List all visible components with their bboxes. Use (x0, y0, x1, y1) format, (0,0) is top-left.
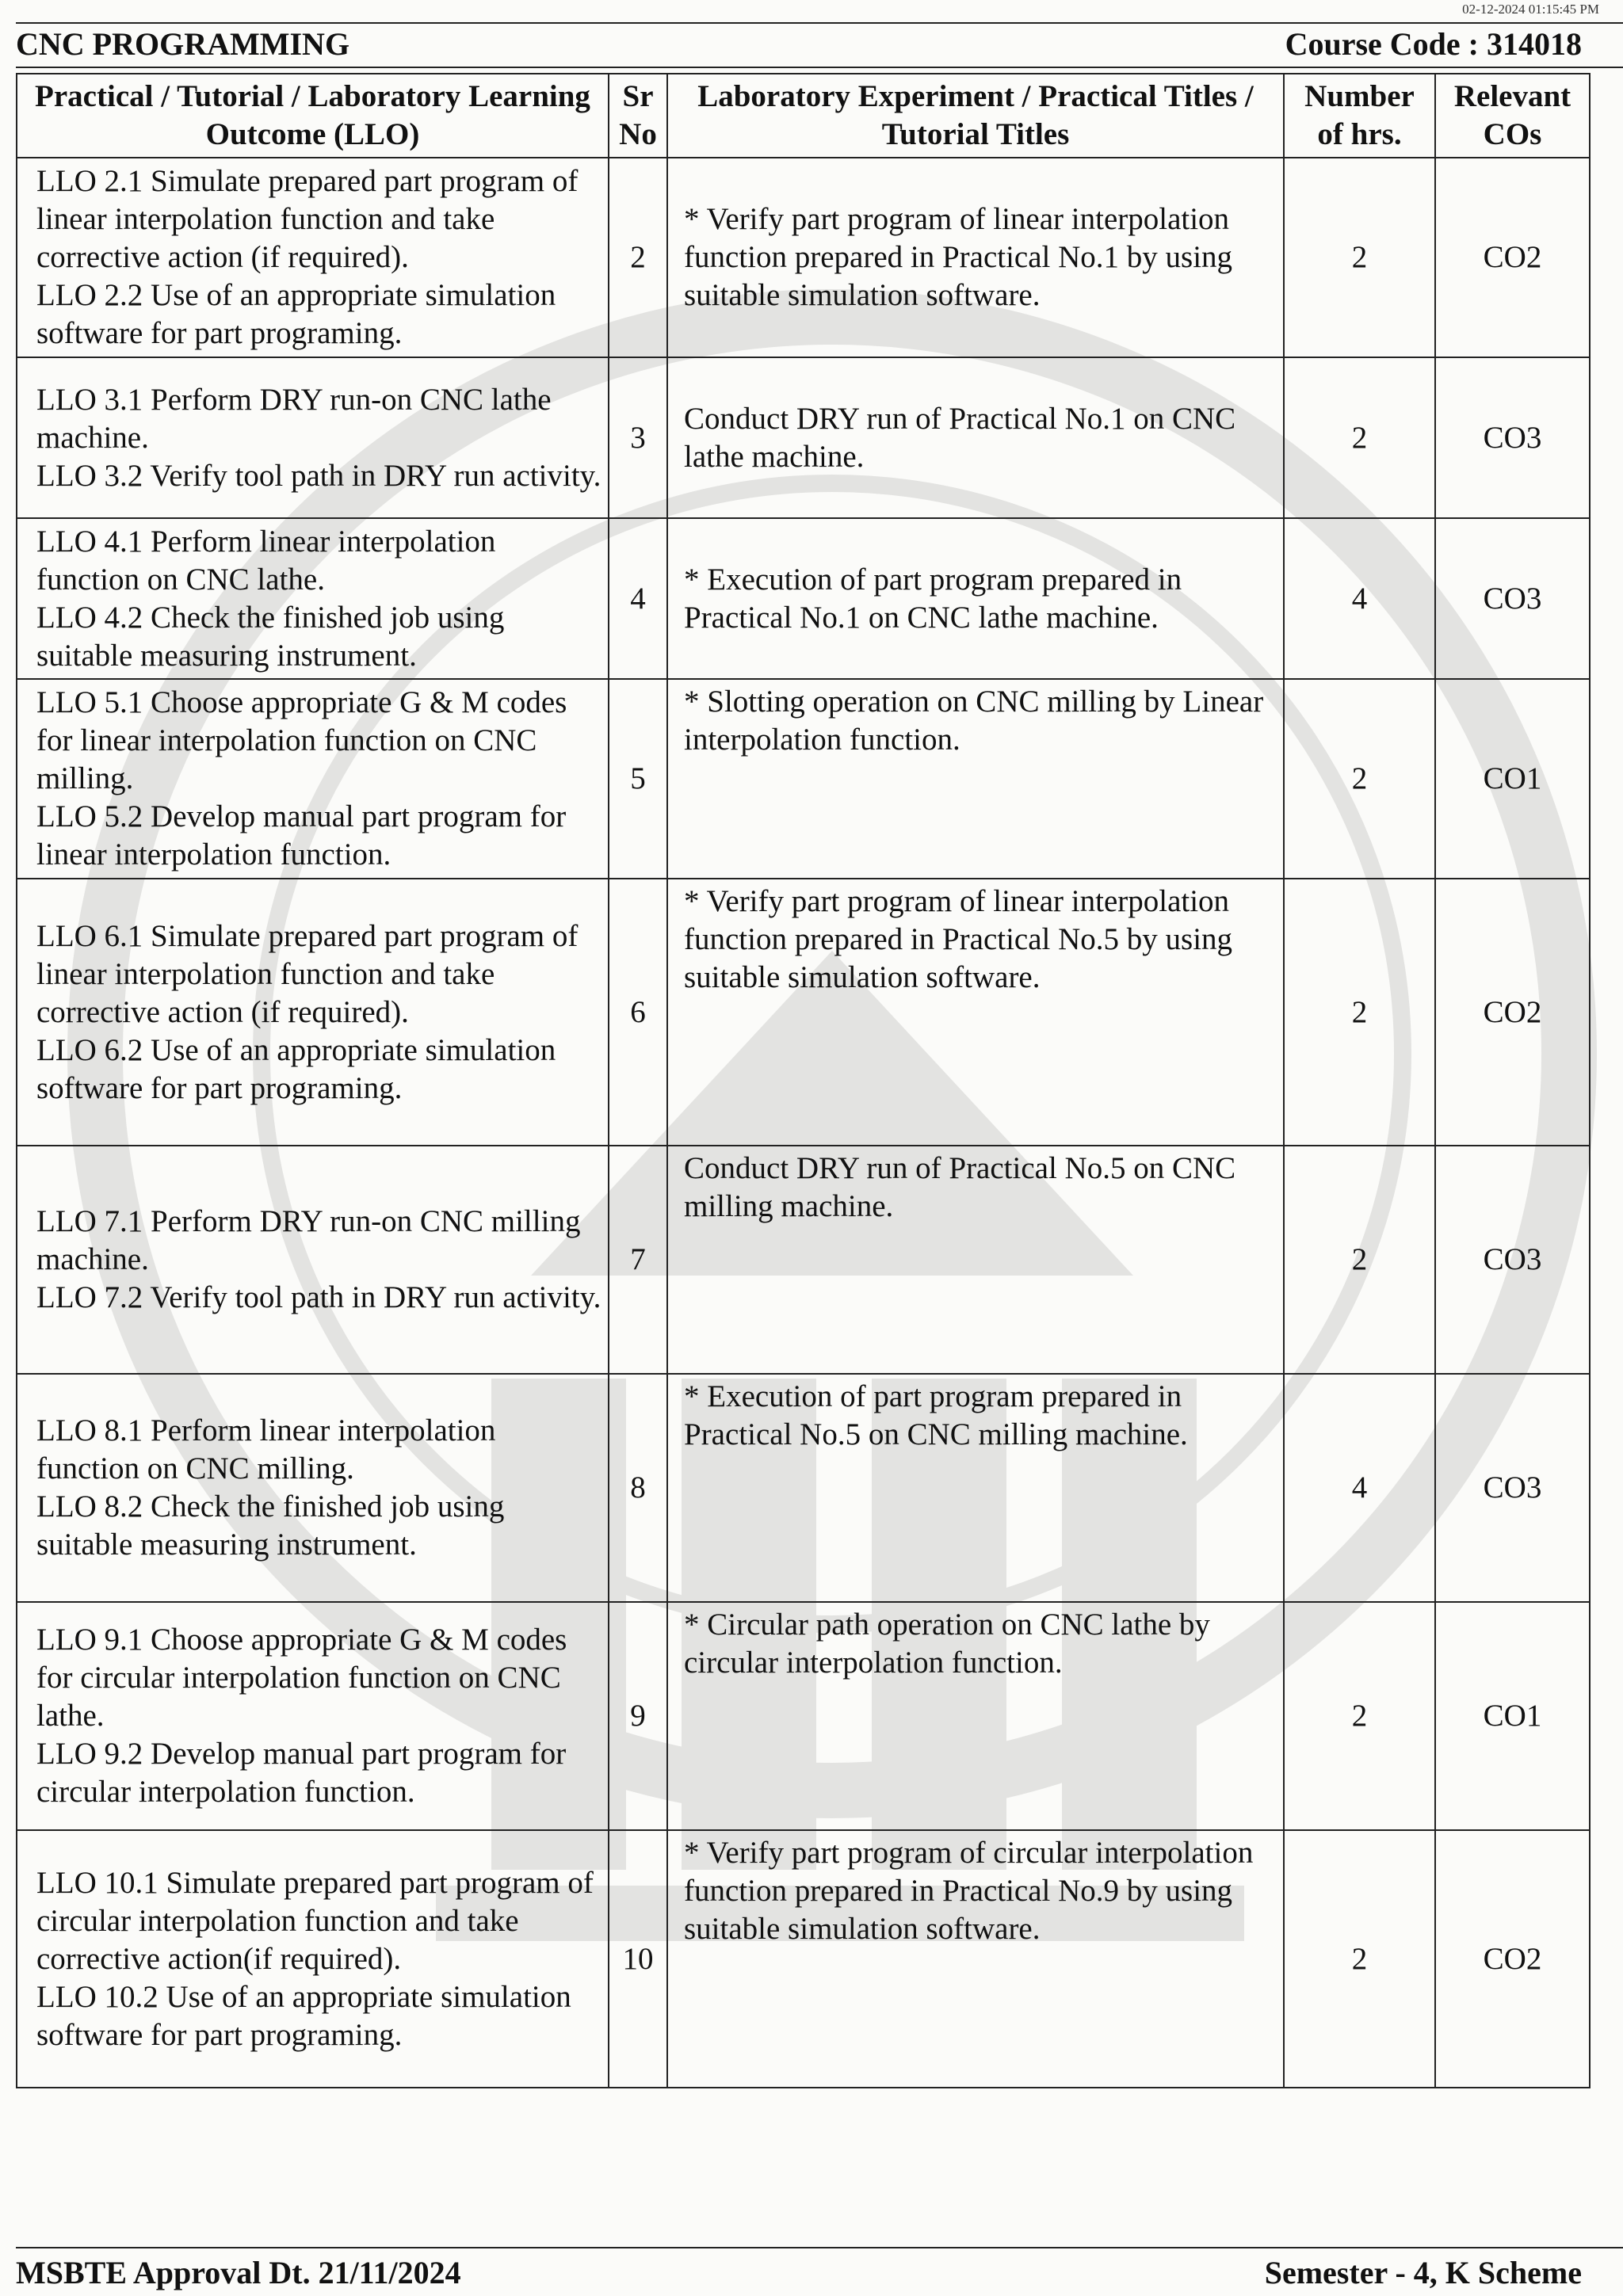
col-header-hrs: Number of hrs. (1284, 74, 1435, 158)
relevant-co-cell: CO2 (1435, 879, 1590, 1146)
llo-cell (17, 357, 609, 518)
relevant-co-cell: CO2 (1435, 158, 1590, 357)
sr-no-cell: 5 (609, 679, 667, 879)
sr-no-cell: 7 (609, 1146, 667, 1374)
llo-item: LLO 4.2 Check the finished job using suitable measuring instrument. (36, 600, 505, 673)
relevant-co-cell: CO1 (1435, 1602, 1590, 1830)
sr-no-cell: 9 (609, 1602, 667, 1830)
hours-cell: 4 (1284, 1374, 1435, 1602)
llo-cell (17, 158, 609, 357)
llo-item: LLO 6.1 Simulate prepared part program of linear interpolation function and take corrective action (if required). (36, 918, 579, 1029)
llo-item: LLO 4.1 Perform linear interpolation function on CNC lathe. (36, 524, 496, 597)
hours-cell: 2 (1284, 879, 1435, 1146)
llo-item: LLO 9.2 Develop manual part program for circular interpolation function. (36, 1737, 567, 1809)
semester-scheme: Semester - 4, K Scheme (1264, 2254, 1582, 2290)
course-code: Course Code : 314018 (1285, 25, 1582, 62)
sr-no-cell: 6 (609, 879, 667, 1146)
sr-no-cell: 4 (609, 518, 667, 679)
approval-date: MSBTE Approval Dt. 21/11/2024 (16, 2254, 461, 2290)
table-row (17, 518, 1590, 679)
practical-title-cell: * Verify part program of linear interpolation function prepared in Practical No.5 by using suitable simulation software. (667, 879, 1284, 1146)
hours-cell: 2 (1284, 357, 1435, 518)
hours-cell: 2 (1284, 679, 1435, 879)
llo-item: LLO 3.2 Verify tool path in DRY run activity. (36, 458, 601, 493)
llo-cell (17, 1146, 609, 1374)
table-row (17, 1830, 1590, 2088)
llo-cell (17, 518, 609, 679)
hours-cell: 4 (1284, 518, 1435, 679)
table-row (17, 879, 1590, 1146)
course-title: CNC PROGRAMMING (16, 25, 350, 62)
practical-title-cell: * Verify part program of circular interpolation function prepared in Practical No.9 by using suitable simulation software. (667, 1830, 1284, 2088)
llo-item: LLO 8.2 Check the finished job using suitable measuring instrument. (36, 1489, 505, 1562)
llo-item: LLO 3.1 Perform DRY run-on CNC lathe machine. (36, 382, 552, 455)
relevant-co-cell: CO2 (1435, 1830, 1590, 2088)
llo-item: LLO 7.1 Perform DRY run-on CNC milling machine. (36, 1204, 581, 1276)
llo-item: LLO 6.2 Use of an appropriate simulation software for part programing. (36, 1032, 556, 1105)
llo-item: LLO 10.2 Use of an appropriate simulation software for part programing. (36, 1979, 571, 2052)
relevant-co-cell: CO3 (1435, 518, 1590, 679)
practical-title-cell: Conduct DRY run of Practical No.5 on CNC milling machine. (667, 1146, 1284, 1374)
col-header-sr: Sr No (609, 74, 667, 158)
table-row (17, 1146, 1590, 1374)
sr-no-cell: 8 (609, 1374, 667, 1602)
header-rule (16, 67, 1623, 68)
hours-cell: 2 (1284, 1602, 1435, 1830)
llo-item: LLO 8.1 Perform linear interpolation function on CNC milling. (36, 1413, 496, 1486)
llo-item: LLO 5.2 Develop manual part program for linear interpolation function. (36, 799, 567, 871)
table-row (17, 1602, 1590, 1830)
print-timestamp: 02-12-2024 01:15:45 PM (1462, 2, 1599, 17)
hours-cell: 2 (1284, 1146, 1435, 1374)
llo-item: LLO 7.2 Verify tool path in DRY run activity. (36, 1280, 601, 1314)
practical-title-cell: * Slotting operation on CNC milling by Linear interpolation function. (667, 679, 1284, 879)
table-row (17, 158, 1590, 357)
table-header-row (17, 74, 1590, 158)
llo-cell (17, 1374, 609, 1602)
llo-item: LLO 10.1 Simulate prepared part program of circular interpolation function and take corrective action(if required). (36, 1865, 594, 1976)
hours-cell: 2 (1284, 1830, 1435, 2088)
llo-cell (17, 1602, 609, 1830)
col-header-llo: Practical / Tutorial / Laboratory Learning Outcome (LLO) (17, 74, 609, 158)
practical-title-cell: * Execution of part program prepared in Practical No.5 on CNC milling machine. (667, 1374, 1284, 1602)
sr-no-cell: 3 (609, 357, 667, 518)
llo-cell (17, 879, 609, 1146)
practical-title-cell: * Verify part program of linear interpolation function prepared in Practical No.1 by using suitable simulation software. (667, 158, 1284, 357)
llo-item: LLO 5.1 Choose appropriate G & M codes for linear interpolation function on CNC milling. (36, 685, 567, 795)
sr-no-cell: 2 (609, 158, 667, 357)
page-header (16, 24, 1582, 63)
llo-item: LLO 2.2 Use of an appropriate simulation software for part programing. (36, 278, 556, 350)
relevant-co-cell: CO1 (1435, 679, 1590, 879)
practical-title-cell: Conduct DRY run of Practical No.1 on CNC lathe machine. (667, 357, 1284, 518)
sr-no-cell: 10 (609, 1830, 667, 2088)
relevant-co-cell: CO3 (1435, 1374, 1590, 1602)
table-row (17, 357, 1590, 518)
footer-rule (16, 2247, 1623, 2248)
llo-cell (17, 1830, 609, 2088)
relevant-co-cell: CO3 (1435, 357, 1590, 518)
practical-title-cell: * Execution of part program prepared in Practical No.1 on CNC lathe machine. (667, 518, 1284, 679)
llo-item: LLO 9.1 Choose appropriate G & M codes for circular interpolation function on CNC lathe. (36, 1623, 567, 1733)
practicals-table (16, 73, 1591, 2088)
table-row (17, 1374, 1590, 1602)
hours-cell: 2 (1284, 158, 1435, 357)
col-header-cos: Relevant COs (1435, 74, 1590, 158)
llo-item: LLO 2.1 Simulate prepared part program of linear interpolation function and take corrective action (if required). (36, 164, 579, 274)
col-header-title: Laboratory Experiment / Practical Titles / Tutorial Titles (667, 74, 1284, 158)
llo-cell (17, 679, 609, 879)
page-footer (16, 2253, 1582, 2291)
practical-title-cell: * Circular path operation on CNC lathe by circular interpolation function. (667, 1602, 1284, 1830)
relevant-co-cell: CO3 (1435, 1146, 1590, 1374)
table-row (17, 679, 1590, 879)
